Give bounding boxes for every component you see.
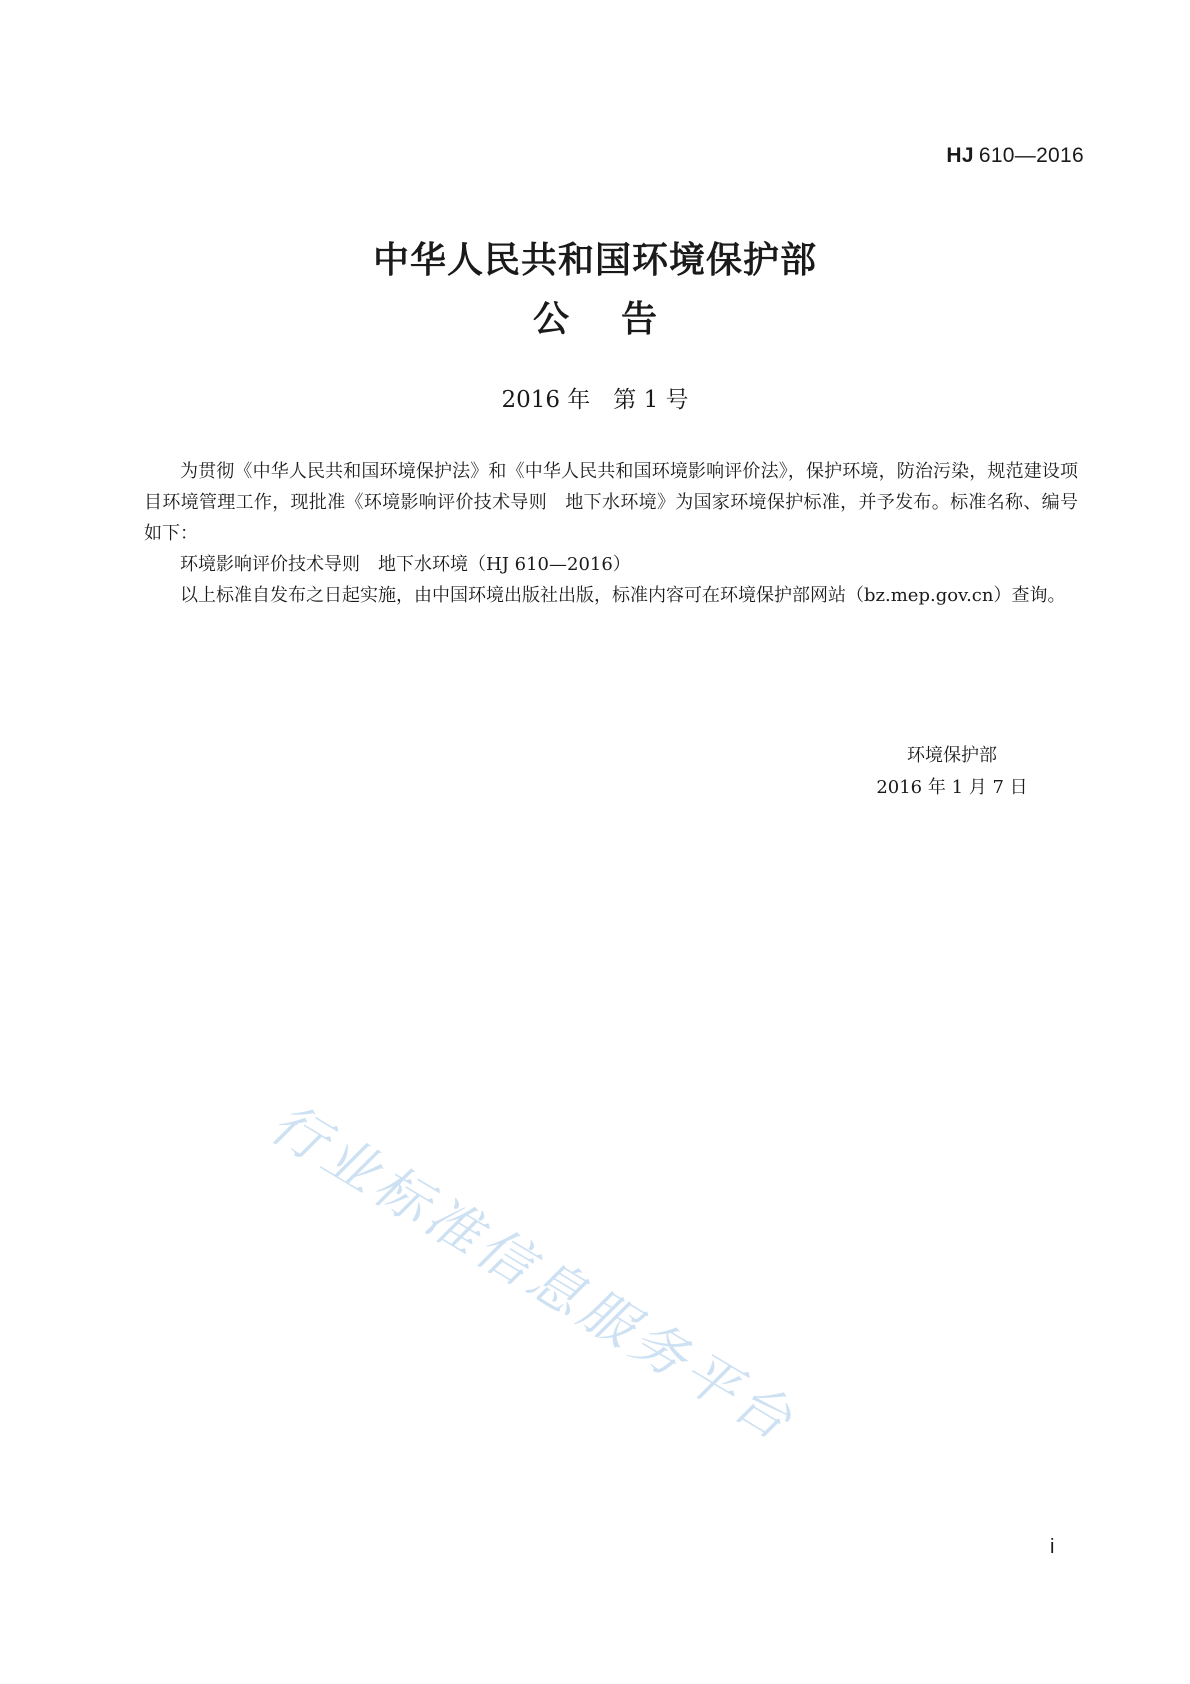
page-number: i: [1050, 1536, 1055, 1558]
issue-date: 2016 年 1 月 7 日: [876, 777, 1028, 798]
watermark: 行业标准信息服务平台: [259, 1091, 807, 1455]
standard-list-item: 环境影响评价技术导则 地下水环境（HJ 610—2016）: [180, 554, 631, 575]
body-paragraph-implementation: 以上标准自发布之日起实施，由中国环境出版社出版，标准内容可在环境保护部网站（bz.mep.gov.cn）查询。: [180, 585, 1066, 606]
standard-code: [946, 144, 1084, 168]
standard-code-prefix: HJ: [946, 144, 974, 167]
document-kind-title: 公告: [532, 299, 709, 340]
announcement-body: [144, 456, 1078, 611]
standard-code-number: 610—2016: [978, 144, 1084, 167]
announcement-number: 2016 年 第 1 号: [501, 387, 689, 413]
signature-block: [872, 740, 1032, 804]
ministry-title: 中华人民共和国环境保护部: [372, 240, 817, 281]
issuer-name: 环境保护部: [907, 745, 997, 766]
body-paragraph-approval: 为贯彻《中华人民共和国环境保护法》和《中华人民共和国环境影响评价法》，保护环境，防治污染，规范建设项目环境管理工作，现批准《环境影响评价技术导则 地下水环境》为国家环境保护标准，并予发布。标准名称、编号如下：: [144, 461, 1078, 544]
